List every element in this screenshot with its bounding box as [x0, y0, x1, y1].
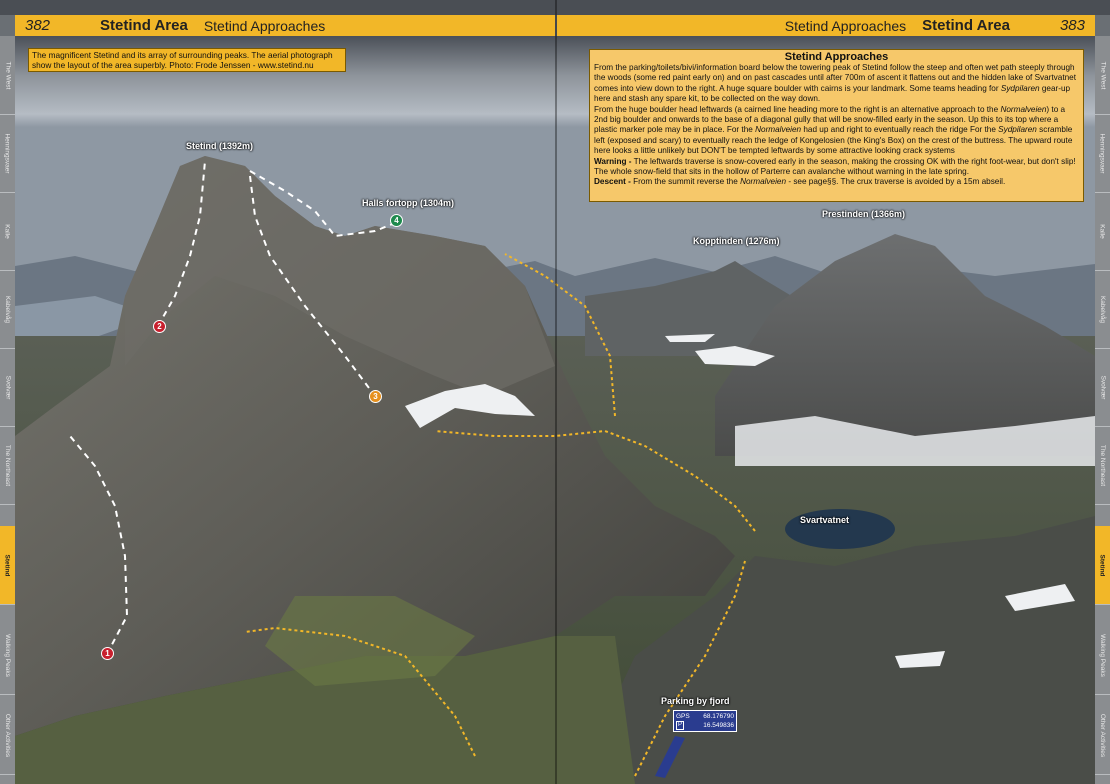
label-stetind: Stetind (1392m) — [186, 141, 254, 151]
left-page-number: 382 — [25, 17, 51, 34]
left-side-tabs — [0, 36, 15, 784]
page-gutter — [555, 0, 557, 784]
info-paragraph-2: From the huge boulder head leftwards (a cairned line heading more to the right is an alternative approach to the Normalveien) to a 2nd big boulder and onwards to the base of a diagonal gully that will be snow-filled early in the season. Up this to its top where a plastic marker pole may be in place. For the Normalveien had up and right to eventually reach the ridge For the Sydpilaren scramble left (exposed and scary) to eventually reach the ledge of Kongelosien (the King's Box) on the crest of the buttress. The upward route here looks a little unlikely but DON'T be tempted leftwards by some attractive looking crack systems — [594, 104, 1073, 156]
info-box-title: Stetind Approaches — [784, 51, 889, 63]
left-area-title: Stetind Area — [100, 17, 188, 34]
side-tab-svolvaer[interactable]: Svolvær — [0, 348, 15, 427]
side-tab-stetind[interactable]: Stetind — [1095, 526, 1110, 605]
side-tab-the-west[interactable]: The West — [1095, 36, 1110, 115]
side-tab-stetind[interactable]: Stetind — [0, 526, 15, 605]
side-tab-kabelvag[interactable]: Kabelvåg — [1095, 270, 1110, 349]
route-marker-1: 1 — [101, 647, 114, 660]
gps-lon: 16.549836 — [703, 722, 734, 729]
label-svartvatnet: Svartvatnet — [800, 515, 850, 525]
photo-caption: The magnificent Stetind and its array of surrounding peaks. The aerial photograph show the layout of the area superbly. Photo: Frode Jenssen - www.stetind.nu — [28, 48, 346, 72]
gps-lat: 68.176790 — [703, 713, 734, 720]
right-side-tabs — [1095, 36, 1110, 784]
info-descent: Descent - From the summit reverse the Normalveien - see page§§. The crux traverse is avoided by a 15m abseil. — [594, 177, 1006, 187]
label-prestinden: Prestinden (1366m) — [822, 209, 906, 219]
left-section-title: Stetind Approaches — [203, 17, 326, 34]
right-area-title: Stetind Area — [922, 17, 1010, 34]
parking-icon: P — [678, 722, 683, 728]
gps-label: GPS — [676, 713, 690, 720]
side-tab-other-activities[interactable]: Other Activities — [0, 696, 15, 775]
side-tab-the-west[interactable]: The West — [0, 36, 15, 115]
info-box — [589, 49, 1084, 202]
left-page-header — [15, 15, 555, 36]
side-tab-kalle[interactable]: Kalle — [1095, 192, 1110, 271]
route-marker-2: 2 — [153, 320, 166, 333]
side-tab-kabelvag[interactable]: Kabelvåg — [0, 270, 15, 349]
gps-box — [673, 710, 737, 732]
right-section-title: Stetind Approaches — [784, 17, 907, 34]
side-tab-kalle[interactable]: Kalle — [0, 192, 15, 271]
side-tab-henningsvaer[interactable]: Henningsvaer — [1095, 114, 1110, 193]
right-page-number: 383 — [1059, 17, 1085, 34]
side-tab-the-northeast[interactable]: The Northeast — [1095, 426, 1110, 505]
side-tab-other-activities[interactable]: Other Activities — [1095, 696, 1110, 775]
side-tab-svolvaer[interactable]: Svolvær — [1095, 348, 1110, 427]
info-paragraph-1: From the parking/toilets/bivi/information board below the towering peak of Stetind follow the steep and often wet path steeply through the woods (some red paint early on) and on past cascades until after 700m of ascent it flattens out and the hidden lake of Svartvatnet comes into view down to the right. A huge square boulder with cairns is your landmark. Some teams heading for Sydpilaren gear-up here and stash any spare kit, to be collected on the way down. — [594, 63, 1076, 104]
side-tab-henningsvaer[interactable]: Henningsvaer — [0, 114, 15, 193]
side-tab-walking-peaks[interactable]: Walking Peaks — [1095, 616, 1110, 695]
route-marker-4: 4 — [390, 214, 403, 227]
label-halls-fortopp: Halls fortopp (1304m) — [362, 198, 455, 208]
label-parking: Parking by fjord — [661, 696, 730, 706]
right-page-header — [557, 15, 1095, 36]
side-tab-walking-peaks[interactable]: Walking Peaks — [0, 616, 15, 695]
route-marker-3: 3 — [369, 390, 382, 403]
label-kopptinden: Kopptinden (1276m) — [693, 236, 780, 246]
info-warning: Warning - The leftwards traverse is snow-covered early in the season, making the crossing OK with the right foot-wear, but don't slip! The whole snow-field that sits in the hollow of Parterre can avalanche without warning in the late spring. — [594, 156, 1076, 177]
side-tab-the-northeast[interactable]: The Northeast — [0, 426, 15, 505]
